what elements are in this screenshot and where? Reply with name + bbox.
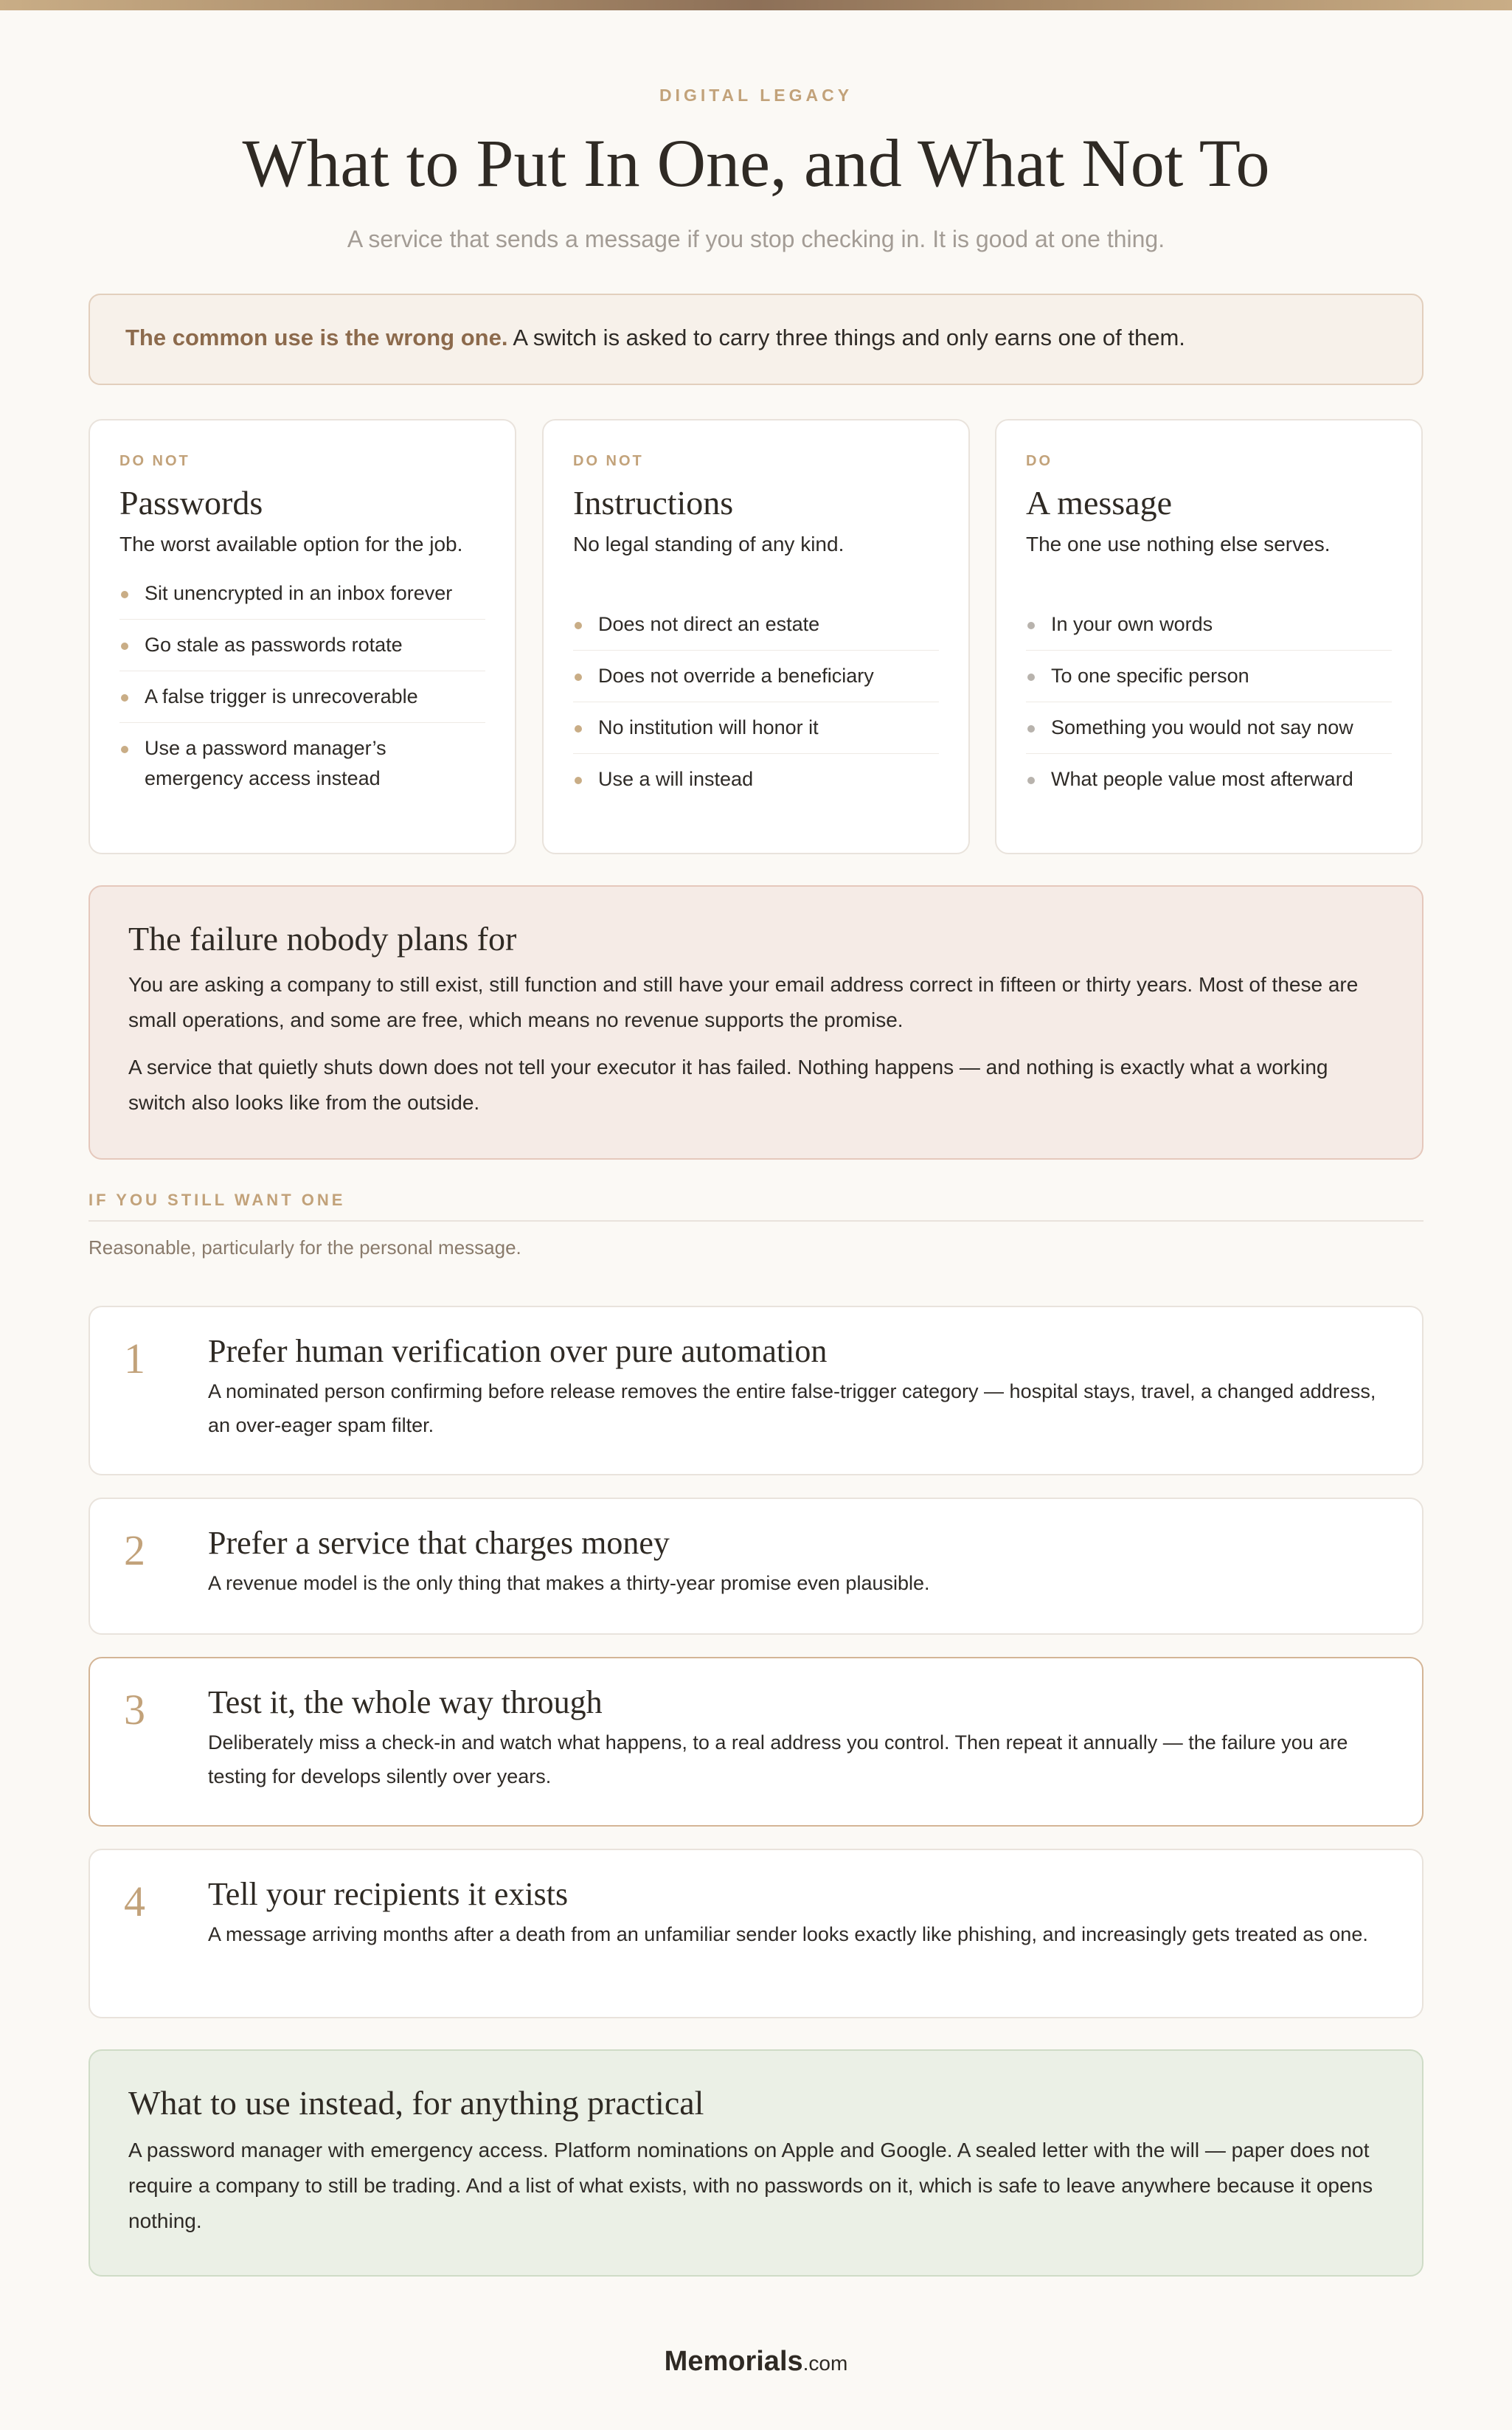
step-number: 3 [124,1686,145,1734]
top-accent-bar [0,0,1512,10]
step-title: Prefer human verification over pure automation [208,1333,828,1369]
alternatives-text: A password manager with emergency access. Platform nominations on Apple and Google. A sealed letter with the will — paper does not require a company to still be trading. And a list of what exists, with no passwords on it, which is safe to leave anywhere because it opens nothing. [128,2139,1373,2232]
card-list [573,599,939,805]
card-list [119,568,485,804]
card-title: Passwords [119,484,263,522]
alternatives-title: What to use instead, for anything practical [128,2084,704,2122]
step-number: 1 [124,1335,145,1382]
step-text: Deliberately miss a check-in and watch what happens, to a real address you control. Then repeat it annually — the failure you are testing for develops silently over years. [208,1731,1348,1787]
step-3 [89,1657,1423,1827]
step-title: Tell your recipients it exists [208,1876,569,1912]
step-2 [89,1498,1423,1635]
intro-callout [89,294,1423,385]
step-text: A revenue model is the only thing that makes a thirty-year promise even plausible. [208,1572,930,1594]
failure-paragraph-1: You are asking a company to still exist, still function and still have your email address correct in fifteen or thirty years. Most of these are small operations, and some are free, which means no revenue supports the promise. [128,973,1359,1031]
page-subtitle: A service that sends a message if you stop checking in. It is good at one thing. [347,226,1165,252]
step-body [208,1332,1388,1442]
step-body [208,1524,1388,1600]
list-item: Sit unencrypted in an inbox forever [119,568,485,620]
card-list [1026,599,1392,805]
list-item: Something you would not say now [1026,702,1392,754]
logo-brand: Memorials [664,2346,803,2377]
list-item: Use a will instead [573,754,939,805]
failure-panel [89,885,1423,1160]
list-item: Use a password manager’s emergency access instead [119,723,485,804]
step-number: 4 [124,1877,145,1925]
card-description: No legal standing of any kind. [573,533,845,555]
card-tag: DO NOT [573,453,644,469]
step-number: 2 [124,1526,145,1574]
card-tag: DO [1026,453,1052,469]
failure-title: The failure nobody plans for [128,920,517,958]
card-instructions [542,419,970,854]
step-title: Test it, the whole way through [208,1684,603,1720]
failure-paragraph-2: A service that quietly shuts down does not tell your executor it has failed. Nothing happens — and nothing is exactly what a working switch also looks like from the outside. [128,1056,1328,1114]
list-item: To one specific person [1026,651,1392,702]
section-note: Reasonable, particularly for the personal message. [89,1236,521,1259]
step-body [208,1875,1388,1951]
callout-text: A switch is asked to carry three things and only earns one of them. [507,325,1185,350]
section-label: IF YOU STILL WANT ONE [89,1191,1423,1222]
list-item: What people value most afterward [1026,754,1392,805]
list-item: Does not override a beneficiary [573,651,939,702]
card-description: The worst available option for the job. [119,533,463,555]
step-body [208,1683,1388,1793]
step-4 [89,1849,1423,2018]
footer-logo[interactable] [89,2346,1423,2378]
list-item: Go stale as passwords rotate [119,620,485,671]
logo-tld: .com [802,2352,848,2375]
eyebrow: DIGITAL LEGACY [659,86,853,105]
step-text: A nominated person confirming before release removes the entire false-trigger category — hospital stays, travel, a changed address, an over-eager spam filter. [208,1380,1376,1436]
step-text: A message arriving months after a death from an unfamiliar sender looks exactly like phishing, and increasingly gets treated as one. [208,1923,1368,1945]
page-title: What to Put In One, and What Not To [242,125,1270,201]
list-item: Does not direct an estate [573,599,939,651]
list-item: No institution will honor it [573,702,939,754]
list-item: In your own words [1026,599,1392,651]
card-message [995,419,1423,854]
card-title: Instructions [573,484,734,522]
card-description: The one use nothing else serves. [1026,533,1331,555]
use-cards [89,419,1423,854]
card-title: A message [1026,484,1173,522]
card-passwords [89,419,516,854]
list-item: A false trigger is unrecoverable [119,671,485,723]
card-tag: DO NOT [119,453,190,469]
callout-strong: The common use is the wrong one. [125,325,508,350]
step-title: Prefer a service that charges money [208,1525,670,1561]
step-1 [89,1306,1423,1475]
alternatives-panel [89,2049,1423,2277]
